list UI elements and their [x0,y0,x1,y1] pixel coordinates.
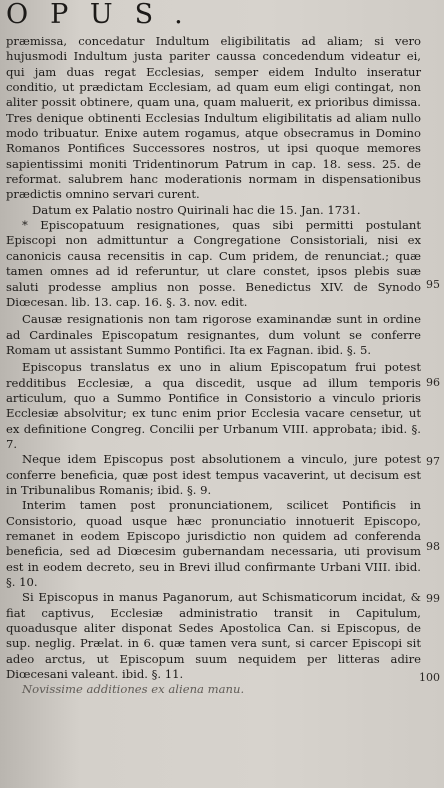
margin-number: 95 [426,278,440,291]
paragraph-resignationes: * Episcopatuum resignationes, quas sibi permitti postulant Episcopi non admittuntur a Congregatione Consistoriali, nisi ex canonicis causa recensitis in cap. Cum pridem, de renunciat.; quæ tamen omnes ad id referuntur, ut clare constet, ipsos plebis suæ saluti prodesse amplius non posse. Benedictus XIV. de Synodo Diœcesan. lib. 13. cap. 16. §. 3. nov. edit. [6,218,421,309]
margin-number: 98 [426,540,440,553]
paragraph-dated: Datum ex Palatio nostro Quirinali hac die 15. Jan. 1731. [32,202,361,217]
paragraph-translatus: Episcopus translatus ex uno in alium Episcopatum frui potest redditibus Ecclesiæ, a qua discedit, usque ad illum temporis articulum, quo a Summo Pontifice in Consistorio a vinculo prioris Ecclesiæ absolvitur; ex tunc enim prior Ecclesia vacare censetur, ut ex definitione Congreg. Concilii per Urbanum VIII. approbata; ibid. §. 7. [6,360,421,451]
margin-number: 96 [426,376,440,389]
paragraph-neque: Neque idem Episcopus post absolutionem a vinculo, jure potest conferre beneficia, quæ post idest tempus vacaverint, ut decisum est in Tribunalibus Romanis; ibid. §. 9. [6,452,421,497]
paragraph-continuation: præmissa, concedatur Indultum eligibilitatis ad aliam; si vero hujusmodi Indultum justa pariter caussa concedendum videatur ei, qui jam duas regat Ecclesias, semper eidem Indulto inseratur conditio, ut prædictam Ecclesiam, ad quam eum eligi contingat, non aliter possit obtinere, quam una, quam maluerit, ex prioribus dimissa. Tres denique obtinenti Ecclesias Indultum eligibilitatis ad aliam nullo modo tribuatur. Enixe autem rogamus, atque obsecramus in Domino Romanos Pontifices Successores nostros, ut ipsi quoque memores sapientissimi moniti Tridentinorum Patrum in cap. 18. sess. 25. de reformat. salubrem hanc moderationis normam in dispensationibus prædictis omnino servari curent. [6,34,421,202]
paragraph-interim: Interim tamen post pronunciationem, scilicet Pontificis in Consistorio, quoad usque hæc pronunciatio innotuerit Episcopo, remanet in eodem Episcopo jurisdictio non quidem ad conferenda beneficia, sed ad Diœcesim gubernandam necessaria, uti provisum est in eodem decreto, seu in Brevi illud confirmante Urbani VIII. ibid. §. 10. [6,498,421,590]
margin-number: 99 [426,592,440,605]
paragraph-additiones: Novissime additiones ex aliena manu. [22,682,245,697]
paragraph-causae: Causæ resignationis non tam rigorose examinandæ sunt in ordine ad Cardinales Episcopatum resignantes, dum volunt se conferre Romam ut assistant Summo Pontifici. Ita ex Fagnan. ibid. §. 5. [6,312,421,357]
paragraph-captivus: Si Episcopus in manus Paganorum, aut Schismaticorum incidat, & fiat captivus, Ecclesiæ administratio transit in Capitulum, quoadusque aliter disponat Sedes Apostolica Can. si Episcopus, de sup. neglig. Prælat. in 6. quæ tamen vera sunt, si carcer Episcopi sit adeo arctus, ut Episcopum suum nequidem per litteras adire Diœcesani valeant. ibid. §. 11. [6,590,421,682]
margin-number: 100 [419,671,440,684]
margin-number: 97 [426,455,440,468]
running-head: OPUS. [6,0,205,30]
page-text [6,34,421,698]
